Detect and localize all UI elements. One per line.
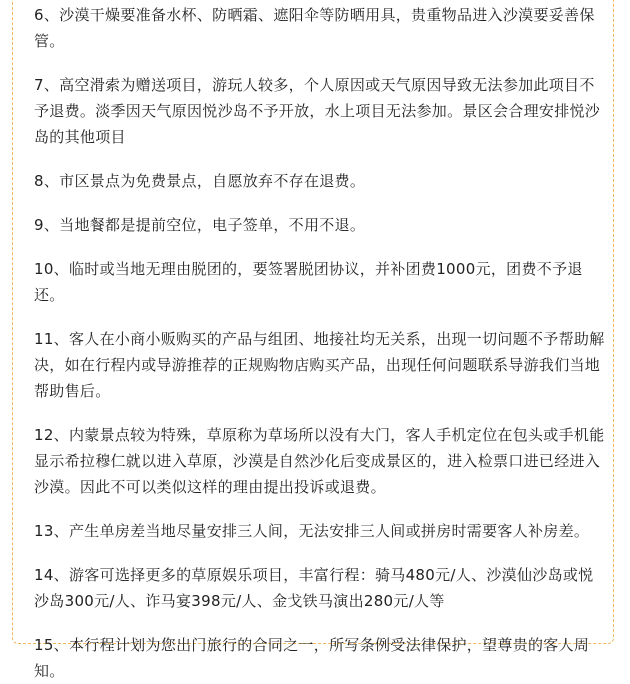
note-item-9: 9、当地餐都是提前空位，电子签单，不用不退。 [34, 216, 366, 234]
note-item-6: 6、沙漠干燥要准备水杯、防晒霜、遮阳伞等防晒用具，贵重物品进入沙漠要妥善保管。 [34, 6, 595, 50]
note-item-8: 8、市区景点为免费景点，自愿放弃不存在退费。 [34, 172, 366, 190]
note-item-14: 14、游客可选择更多的草原娱乐项目，丰富行程：骑马480元/人、沙漠仙沙岛或悦沙岛300元/人、诈马宴398元/人、金戈铁马演出280元/人等 [34, 566, 594, 610]
note-item-10: 10、临时或当地无理由脱团的，要签署脱团协议，并补团费1000元，团费不予退还。 [34, 260, 583, 304]
note-item-13: 13、产生单房差当地尽量安排三人间，无法安排三人间或拼房时需要客人补房差。 [34, 522, 590, 540]
note-item-15: 15、本行程计划为您出门旅行的合同之一，所写条例受法律保护，望尊贵的客人周知。 [34, 636, 590, 680]
note-item-12: 12、内蒙景点较为特殊，草原称为草场所以没有大门，客人手机定位在包头或手机能显示希拉穆仁就以进入草原，沙漠是自然沙化后变成景区的，进入检票口进已经进入沙漠。因此不可以类似这样的理由提出投诉或退费。 [34, 426, 605, 496]
notes-list [34, 2, 606, 684]
note-item-7: 7、高空滑索为赠送项目，游玩人较多，个人原因或天气原因导致无法参加此项目不予退费。淡季因天气原因悦沙岛不予开放，水上项目无法参加。景区会合理安排悦沙岛的其他项目 [34, 76, 601, 146]
note-item-11: 11、客人在小商小贩购买的产品与组团、地接社均无关系，出现一切问题不予帮助解决，如在行程内或导游推荐的正规购物店购买产品，出现任何问题联系导游我们当地帮助售后。 [34, 330, 605, 400]
